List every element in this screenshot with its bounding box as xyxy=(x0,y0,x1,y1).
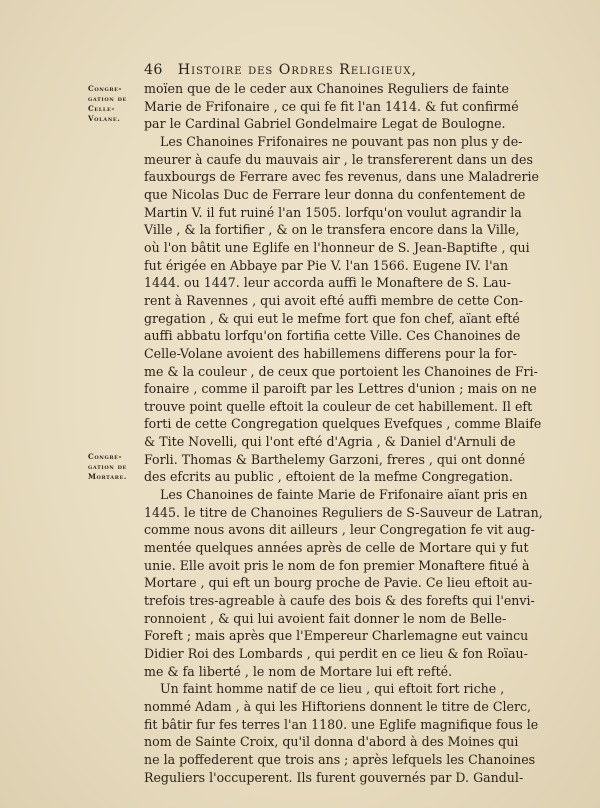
margin-note-celle-volane xyxy=(88,84,142,124)
text-line: fut érigée en Abbaye par Pie V. l'an 1566. Eugene IV. l'an xyxy=(144,257,509,273)
text-line: où l'on bâtit une Eglife en l'honneur de S. Jean-Baptifte , qui xyxy=(144,239,530,255)
text-line: ne la poffederent que trois ans ; après lefquels les Chanoines xyxy=(144,751,536,767)
text-line: Les Chanoines Frifonaires ne pouvant pas non plus y de- xyxy=(160,133,523,149)
margin-note-line: gation de xyxy=(88,462,127,471)
text-line: Marie de Frifonaire , ce qui fe fit l'an 1414. & fut confirmé xyxy=(144,98,519,114)
text-line: rent à Ravennes , qui avoit efté auffi membre de cette Con- xyxy=(144,292,523,308)
text-line: & Tite Novelli, qui l'ont efté d'Agria , & Daniel d'Arnuli de xyxy=(144,434,516,450)
margin-note-line: Mortare. xyxy=(88,472,127,481)
text-line: comme nous avons dit ailleurs , leur Congregation fe vit aug- xyxy=(144,522,535,538)
text-line: 1445. le titre de Chanoines Reguliers de S-Sauveur de Latran, xyxy=(144,504,543,520)
text-line: forti de cette Congregation quelques Evefques , comme Blaife xyxy=(144,416,542,432)
text-line: Un faint homme natif de ce lieu , qui eftoit fort riche , xyxy=(160,681,505,697)
text-line: Forli. Thomas & Barthelemy Garzoni, freres , qui ont donné xyxy=(144,451,526,467)
text-line: que Nicolas Duc de Ferrare leur donna du confentement de xyxy=(144,186,526,202)
text-line: Didier Roi des Lombards , qui perdit en ce lieu & fon Roïau- xyxy=(144,646,528,661)
text-line: mentée quelques années après de celle de Mortare qui y fut xyxy=(144,540,529,556)
margin-note-line: Congre- xyxy=(88,84,123,93)
text-line: Celle-Volane avoient des habillemens differens pour la for- xyxy=(144,345,517,361)
text-line: Foreft ; mais après que l'Empereur Charlemagne eut vaincu xyxy=(144,628,529,644)
page-header xyxy=(144,62,480,78)
text-line: Mortare , qui eft un bourg proche de Pavie. Ce lieu eftoit au- xyxy=(144,575,533,591)
text-line: Les Chanoines de fainte Marie de Frifonaire aïant pris en xyxy=(160,487,528,503)
text-line: me & fa liberté , le nom de Mortare lui eft refté. xyxy=(144,663,453,679)
text-line: me & la couleur , de ceux que portoient les Chanoines de Fri- xyxy=(144,363,538,379)
text-line: trefois tres-agreable à caufe des bois & des forefts qui l'envi- xyxy=(144,593,535,609)
text-line: des efcrits au public , eftoient de la mefme Congregation. xyxy=(144,469,513,485)
text-line: Reguliers l'occuperent. Ils furent gouvernés par D. Gandul- xyxy=(144,769,524,785)
margin-note-line: Volane. xyxy=(88,114,121,123)
text-line: nom de Sainte Croix, qu'il donna d'abord à des Moines qui xyxy=(144,734,519,750)
margin-note-line: Congré- xyxy=(88,452,123,461)
text-line: Ville , & la fortifier , & on le transfera encore dans la Ville, xyxy=(144,222,520,238)
text-line: trouve point quelle eftoit la couleur de cet habillement. Il eft xyxy=(144,398,533,414)
text-line: meurer à caufe du mauvais air , le transfererent dans un des xyxy=(144,151,533,167)
text-line: auffi abbatu lorfqu'on fortifia cette Ville. Ces Chanoines de xyxy=(144,328,521,344)
text-line: moïen que de le ceder aux Chanoines Reguliers de fainte xyxy=(144,81,509,96)
text-line: gregation , & qui eut le mefme fort que fon chef, aïant efté xyxy=(144,310,520,326)
body-text xyxy=(144,80,543,786)
margin-note-line: Celle- xyxy=(88,104,115,113)
text-line: ronnoient , & qui lui avoient fait donner le nom de Belle- xyxy=(144,610,507,626)
text-line: nommé Adam , à qui les Hiftoriens donnent le titre de Clerc, xyxy=(144,698,532,714)
page-number: 46 xyxy=(144,62,163,78)
text-line: 1444. ou 1447. leur accorda auffi le Monaftere de S. Lau- xyxy=(144,275,511,291)
text-line: fonaire , comme il paroift par les Lettres d'union ; mais on ne xyxy=(144,381,537,397)
margin-note-mortare xyxy=(88,452,142,482)
margin-note-line: gation de xyxy=(88,94,127,103)
text-line: Martin V. il fut ruiné l'an 1505. lorfqu'on voulut agrandir la xyxy=(144,204,522,220)
text-line: par le Cardinal Gabriel Gondelmaire Legat de Boulogne. xyxy=(144,116,506,132)
text-line: unie. Elle avoit pris le nom de fon premier Monaftere fitué à xyxy=(144,557,530,573)
text-line: fauxbourgs de Ferrare avec fes revenus, dans une Maladrerie xyxy=(144,169,539,185)
text-line: fit bâtir fur fes terres l'an 1180. une Eglife magnifique fous le xyxy=(144,716,539,732)
running-title: Histoire des Ordres Religieux, xyxy=(177,62,418,78)
